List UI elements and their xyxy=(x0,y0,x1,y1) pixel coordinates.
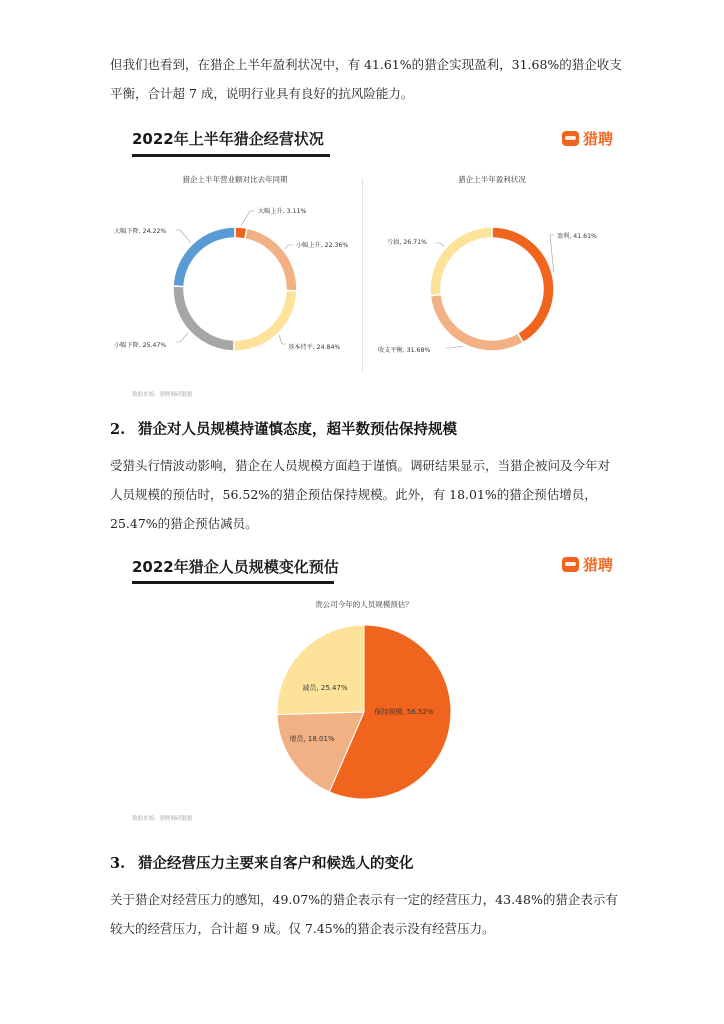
leader-line xyxy=(279,335,286,344)
card-title: 2022年上半年猎企经营状况 xyxy=(132,130,324,148)
data-source-note: 数据来源：猎聘调研数据 xyxy=(132,392,193,398)
donut-chart-revenue xyxy=(114,174,348,351)
chart-title: 猎企上半年盈利状况 xyxy=(458,175,526,184)
leader-line xyxy=(446,346,463,348)
brand-logo: 猎聘 xyxy=(562,128,613,149)
pie-slice-2 xyxy=(245,228,297,291)
chart-title: 猎企上半年营业额对比去年同期 xyxy=(182,175,288,184)
data-label: 小幅下降, 25.47% xyxy=(114,342,167,349)
pie-slice-1 xyxy=(492,227,554,343)
data-label: 小幅上升, 22.36% xyxy=(296,242,349,249)
section-2-paragraph: 受猎头行情波动影响，猎企在人员规模方面趋于谨慎。调研结果显示，当猎企被问及今年对人员规模的预估时，56.52%的猎企预估保持规模。此外，有 18.01%的猎企预估增员，25.47%的猎企预估减员。 xyxy=(110,458,611,531)
chart-area-1 xyxy=(110,118,626,406)
leader-line xyxy=(436,243,444,246)
data-label: 增员, 18.01% xyxy=(289,735,335,743)
section-heading-2: 2. 猎企对人员规模持谨慎态度，超半数预估保持规模 xyxy=(110,421,457,438)
data-label: 基本持平, 24.84% xyxy=(288,344,341,351)
intro-paragraph: 但我们也看到，在猎企上半年盈利状况中，有 41.61%的猎企实现盈利，31.68%的猎企收支平衡，合计超 7 成，说明行业具有良好的抗风险能力。 xyxy=(110,57,622,101)
donut-chart-profit xyxy=(378,174,597,354)
data-label: 收支平衡, 31.68% xyxy=(378,347,431,354)
data-label: 盈利, 41.61% xyxy=(557,233,597,240)
leader-line xyxy=(176,333,188,342)
chart-card-business-status xyxy=(110,118,626,406)
data-source-note: 数据来源：猎聘调研数据 xyxy=(132,816,193,822)
pie-slice-3 xyxy=(277,625,364,715)
data-label: 大幅下降, 24.22% xyxy=(114,228,167,235)
chart-card-staff-forecast xyxy=(110,546,626,828)
leader-line xyxy=(176,230,191,243)
section-3-paragraph: 关于猎企对经营压力的感知，49.07%的猎企表示有一定的经营压力，43.48%的猎企表示有较大的经营压力，合计超 9 成。仅 7.45%的猎企表示没有经营压力。 xyxy=(110,892,618,936)
leader-line xyxy=(285,245,293,249)
card-title: 2022年猎企人员规模变化预估 xyxy=(132,558,339,576)
pie-slice-4 xyxy=(173,286,234,351)
data-label: 保持规模, 56.52% xyxy=(374,708,434,716)
data-label: 减员, 25.47% xyxy=(302,684,348,692)
data-label: 大幅上升, 3.11% xyxy=(258,208,307,215)
chart-title: 贵公司今年的人员规模预估？ xyxy=(315,600,413,609)
pie-chart-staff xyxy=(277,599,451,799)
pie-slice-3 xyxy=(430,227,492,296)
data-label: 亏损, 26.71% xyxy=(387,239,427,246)
section-heading-3: 3. 猎企经营压力主要来自客户和候选人的变化 xyxy=(110,855,414,872)
pie-slice-5 xyxy=(173,227,235,287)
brand-logo: 猎聘 xyxy=(562,554,613,575)
chart-area-2 xyxy=(110,546,626,828)
pie-slice-2 xyxy=(430,294,523,351)
pie-slice-3 xyxy=(234,291,297,351)
leader-line xyxy=(241,211,255,225)
